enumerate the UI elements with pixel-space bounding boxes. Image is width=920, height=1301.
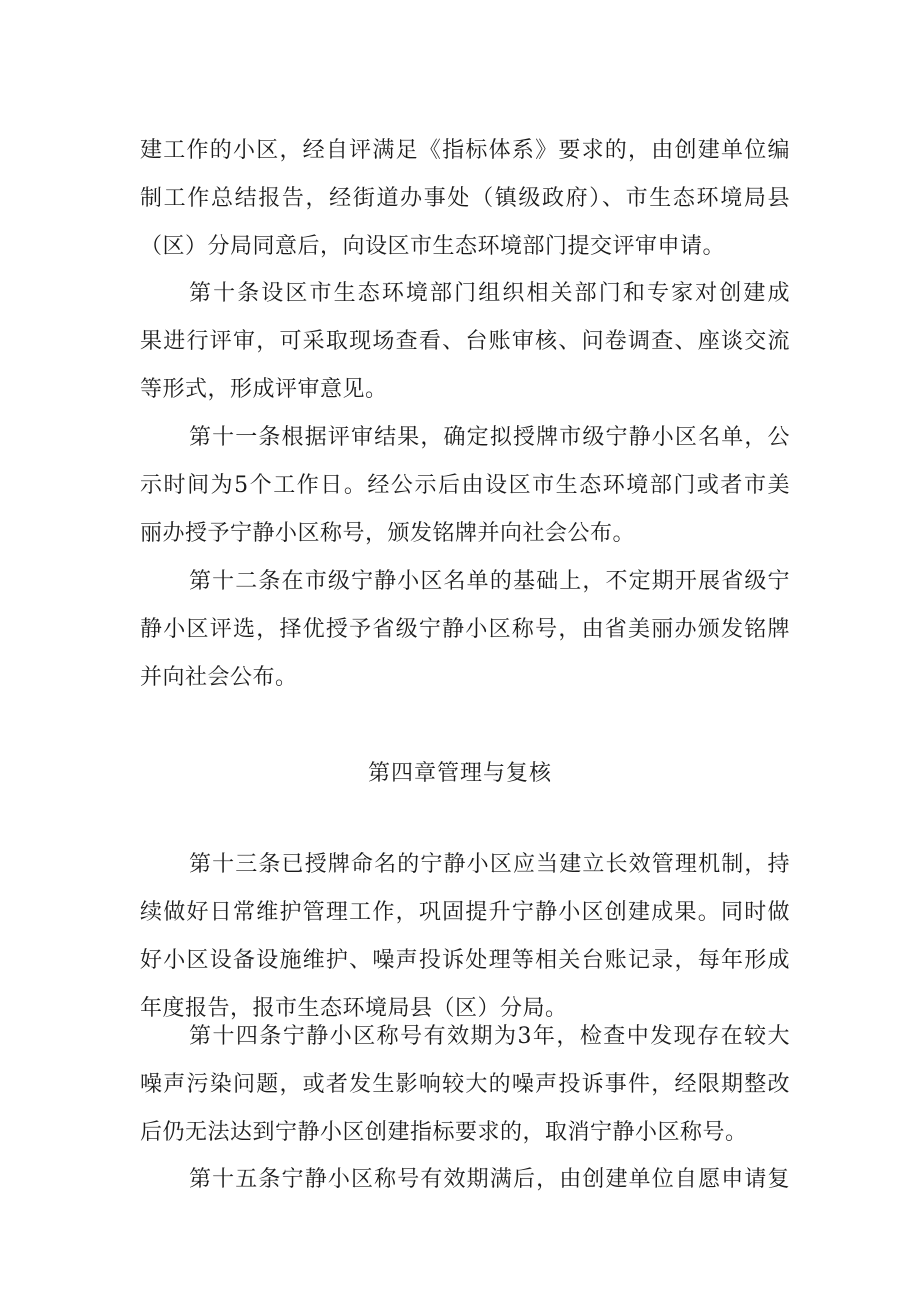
text-line: 静小区评选，择优授予省级宁静小区称号，由省美丽办颁发铭牌 <box>140 617 790 642</box>
text-line: 丽办授予宁静小区称号，颁发铭牌并向社会公布。 <box>140 521 636 546</box>
chapter-heading: 第四章管理与复核 <box>367 761 552 786</box>
text-line: 等形式，形成评审意见。 <box>140 377 388 402</box>
text-line: 噪声污染问题，或者发生影响较大的噪声投诉事件，经限期整改 <box>140 1072 790 1097</box>
text-line: 第十二条在市级宁静小区名单的基础上，不定期开展省级宁 <box>189 569 790 594</box>
text-line: （区）分局同意后，向设区市生态环境部门提交评审申请。 <box>140 234 726 259</box>
text-line: 第十四条宁静小区称号有效期为3年，检查中发现存在较大 <box>189 1024 790 1049</box>
text-line: 建工作的小区，经自评满足《指标体系》要求的，由创建单位编 <box>140 138 790 163</box>
text-line: 第十条设区市生态环境部门组织相关部门和专家对创建成 <box>189 281 790 306</box>
text-line: 第十三条已授牌命名的宁静小区应当建立长效管理机制，持 <box>189 852 790 877</box>
text-line: 并向社会公布。 <box>140 665 298 690</box>
text-line: 续做好日常维护管理工作，巩固提升宁静小区创建成果。同时做 <box>140 900 790 925</box>
text-line: 好小区设备设施维护、噪声投诉处理等相关台账记录，每年形成 <box>140 948 790 973</box>
text-line: 第十一条根据评审结果，确定拟授牌市级宁静小区名单，公 <box>189 425 790 450</box>
text-line: 制工作总结报告，经街道办事处（镇级政府）、市生态环境局县 <box>140 186 790 211</box>
text-line: 果进行评审，可采取现场查看、台账审核、问卷调查、座谈交流 <box>140 329 790 354</box>
text-line: 第十五条宁静小区称号有效期满后，由创建单位自愿申请复 <box>189 1167 790 1192</box>
text-line: 后仍无法达到宁静小区创建指标要求的，取消宁静小区称号。 <box>140 1120 748 1145</box>
text-line: 年度报告，报市生态环境局县（区）分局。 <box>140 996 568 1021</box>
text-line: 示时间为5个工作日。经公示后由设区市生态环境部门或者市美 <box>140 473 790 498</box>
